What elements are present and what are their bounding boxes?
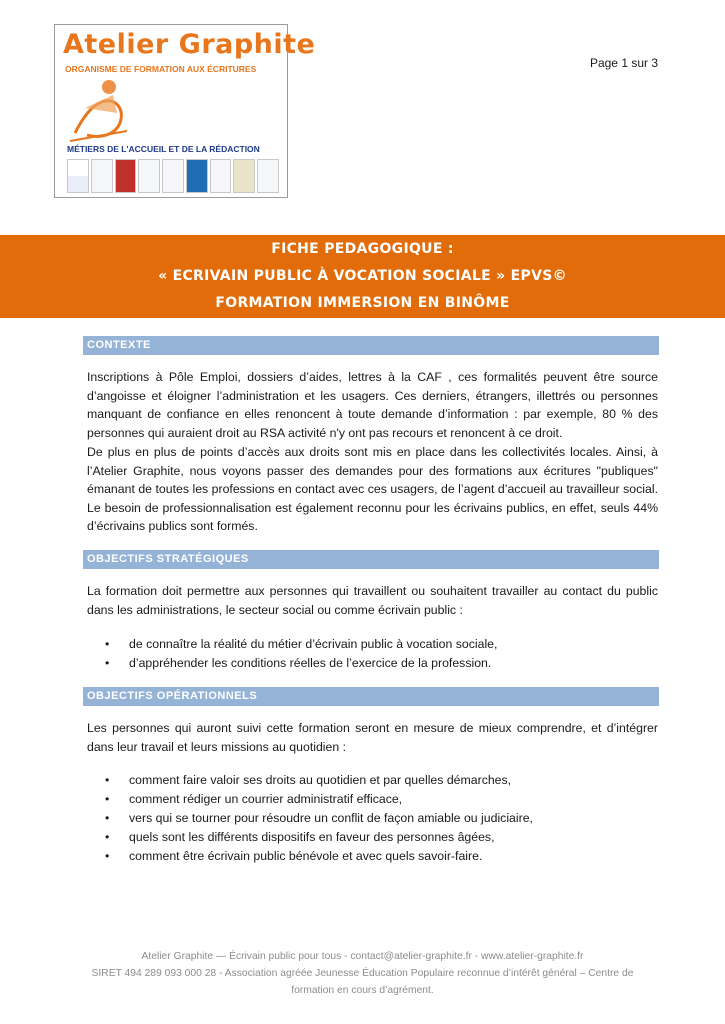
partner-logo: [162, 159, 184, 193]
section-heading-objectifs-strategiques: OBJECTIFS STRATÉGIQUES: [83, 550, 659, 569]
partner-logo: [67, 159, 89, 193]
partner-logos: [67, 159, 279, 193]
list-item: • comment rédiger un courrier administratif efficace,: [105, 790, 665, 809]
list-item: • quels sont les différents dispositifs en faveur des personnes âgées,: [105, 828, 665, 847]
section-heading-objectifs-operationnels: OBJECTIFS OPÉRATIONNELS: [83, 687, 659, 706]
section-heading-contexte: CONTEXTE: [83, 336, 659, 355]
partner-logo: [138, 159, 160, 193]
logo-subtitle: ORGANISME DE FORMATION AUX ÉCRITURES: [65, 64, 257, 74]
list-item: • comment faire valoir ses droits au quotidien et par quelles démarches,: [105, 771, 665, 790]
objectifs-strategiques-intro: La formation doit permettre aux personnes qui travaillent ou souhaitent travailler au contact du public dans les administrations, le secteur social ou comme écrivain public :: [87, 584, 658, 617]
partner-logo: [186, 159, 208, 193]
list-item: • de connaître la réalité du métier d’écrivain public à vocation sociale,: [105, 635, 665, 654]
partner-logo: [233, 159, 255, 193]
atelier-graphite-logo: [54, 24, 316, 198]
banner-line-1: FICHE PEDAGOGIQUE :: [271, 241, 454, 257]
page-number: Page 1 sur 3: [589, 56, 658, 70]
title-banner: [0, 235, 725, 318]
objectifs-strategiques-list: [105, 635, 665, 673]
footer-contact-line: Atelier Graphite — Écrivain public pour tous - contact@atelier-graphite.fr - www.atelier-graphite.fr: [141, 951, 584, 962]
footer-legal-line: SIRET 494 289 093 000 28 - Association agréée Jeunesse Éducation Populaire reconnue d’intérêt général – Centre de formation en cours d’agrément.: [91, 968, 634, 996]
list-item: • vers qui se tourner pour résoudre un conflit de façon amiable ou judiciaire,: [105, 809, 665, 828]
banner-line-2: « ECRIVAIN PUBLIC À VOCATION SOCIALE » EPVS©: [158, 268, 567, 284]
objectifs-operationnels-intro: Les personnes qui auront suivi cette formation seront en mesure de mieux comprendre, et d’intégrer dans leur travail et leurs missions au quotidien :: [87, 721, 658, 754]
objectifs-operationnels-list: [105, 771, 665, 866]
writer-figure-icon: [65, 73, 135, 145]
contexte-paragraph-2: De plus en plus de points d’accès aux droits sont mis en place dans les collectivités locales. Ainsi, à l’Atelier Graphite, nous voyons passer des demandes pour des formations aux écritures "publiques" émanant de toutes les professions en contact avec ces usagers, de l’agent d’accueil au travailleur social. Le besoin de professionnalisation est également reconnu pour les écrivains publics, en effet, seuls 44% d’écrivains publics sont formés.: [87, 445, 658, 534]
logo-title: Atelier Graphite: [63, 29, 316, 60]
contexte-paragraph-1: Inscriptions à Pôle Emploi, dossiers d’aides, lettres à la CAF , ces formalités peuvent être source d’angoisse et éloigner l’administration et les usagers. Ces derniers, étrangers, illettrés ou personnes manquant de confiance en elles renoncent à toute demande d’information : par exemple, 80 % des personnes qui auraient droit au RSA activité n'y ont pas recours et renoncent à ce droit.: [87, 370, 658, 440]
partner-logo: [91, 159, 113, 193]
partner-logo: [257, 159, 279, 193]
list-item: • comment être écrivain public bénévole et avec quels savoir-faire.: [105, 847, 665, 866]
page-footer: [90, 948, 635, 999]
logo-tagline: MÉTIERS DE L'ACCUEIL ET DE LA RÉDACTION: [67, 144, 260, 154]
partner-logo: [210, 159, 232, 193]
list-item: • d’appréhender les conditions réelles de l’exercice de la profession.: [105, 654, 665, 673]
partner-logo: [115, 159, 137, 193]
banner-line-3: FORMATION IMMERSION EN BINÔME: [215, 295, 510, 311]
